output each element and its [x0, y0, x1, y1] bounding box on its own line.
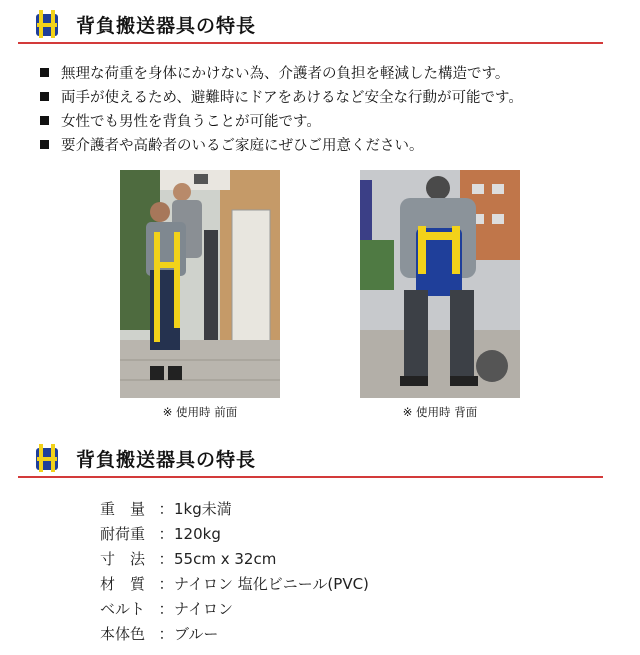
- spec-row-size: [100, 546, 369, 571]
- spec-label: 材 質: [100, 575, 146, 593]
- feature-list: [40, 60, 610, 156]
- spec-row-belt: [100, 596, 369, 621]
- list-item-text: 両手が使えるため、避難時にドアをあけるなど安全な行動が可能です。: [61, 89, 523, 106]
- spec-label: 本体色: [100, 625, 146, 643]
- bullet-square-icon: [40, 92, 49, 101]
- spec-value: ナイロン: [174, 600, 233, 618]
- section-header-features: [18, 6, 603, 44]
- photo-caption-back: ※ 使用時 背面: [402, 405, 478, 419]
- spec-label: ベルト: [100, 600, 146, 618]
- photo-caption-front: ※ 使用時 前面: [162, 405, 238, 419]
- section-title: 背負搬送器具の特長: [76, 449, 257, 471]
- photo-back-use: [360, 170, 520, 398]
- spec-row-color: [100, 621, 369, 646]
- spec-label: 重 量: [100, 500, 146, 518]
- spec-colon: ：: [158, 500, 174, 518]
- spec-label: 寸 法: [100, 550, 146, 568]
- photo-front-use: [120, 170, 280, 398]
- front-use-illustration: [120, 170, 280, 398]
- bullet-square-icon: [40, 116, 49, 125]
- back-use-illustration: [360, 170, 520, 398]
- list-item: [40, 84, 610, 108]
- spec-colon: ：: [158, 575, 174, 593]
- section-title: 背負搬送器具の特長: [76, 15, 257, 37]
- bullet-square-icon: [40, 140, 49, 149]
- spec-value: ブルー: [174, 625, 219, 643]
- bullet-square-icon: [40, 68, 49, 77]
- spec-value: ナイロン 塩化ビニール(PVC): [174, 575, 369, 593]
- list-item: [40, 60, 610, 84]
- spec-row-load: [100, 521, 369, 546]
- spec-list: [100, 496, 369, 646]
- harness-icon: [32, 8, 62, 40]
- spec-colon: ：: [158, 625, 174, 643]
- spec-colon: ：: [158, 600, 174, 618]
- spec-value: 1kg未満: [174, 500, 232, 518]
- list-item-text: 無理な荷重を身体にかけない為、介護者の負担を軽減した構造です。: [61, 65, 510, 82]
- section-header-specs: [18, 440, 603, 478]
- list-item-text: 女性でも男性を背負うことが可能です。: [61, 113, 321, 130]
- spec-row-weight: [100, 496, 369, 521]
- spec-colon: ：: [158, 525, 174, 543]
- spec-colon: ：: [158, 550, 174, 568]
- harness-icon: [32, 442, 62, 474]
- spec-row-material: [100, 571, 369, 596]
- spec-label: 耐荷重: [100, 525, 146, 543]
- spec-value: 120kg: [174, 524, 221, 543]
- spec-value: 55cm x 32cm: [174, 549, 277, 568]
- list-item: [40, 132, 610, 156]
- list-item-text: 要介護者や高齢者のいるご家庭にぜひご用意ください。: [61, 137, 424, 154]
- list-item: [40, 108, 610, 132]
